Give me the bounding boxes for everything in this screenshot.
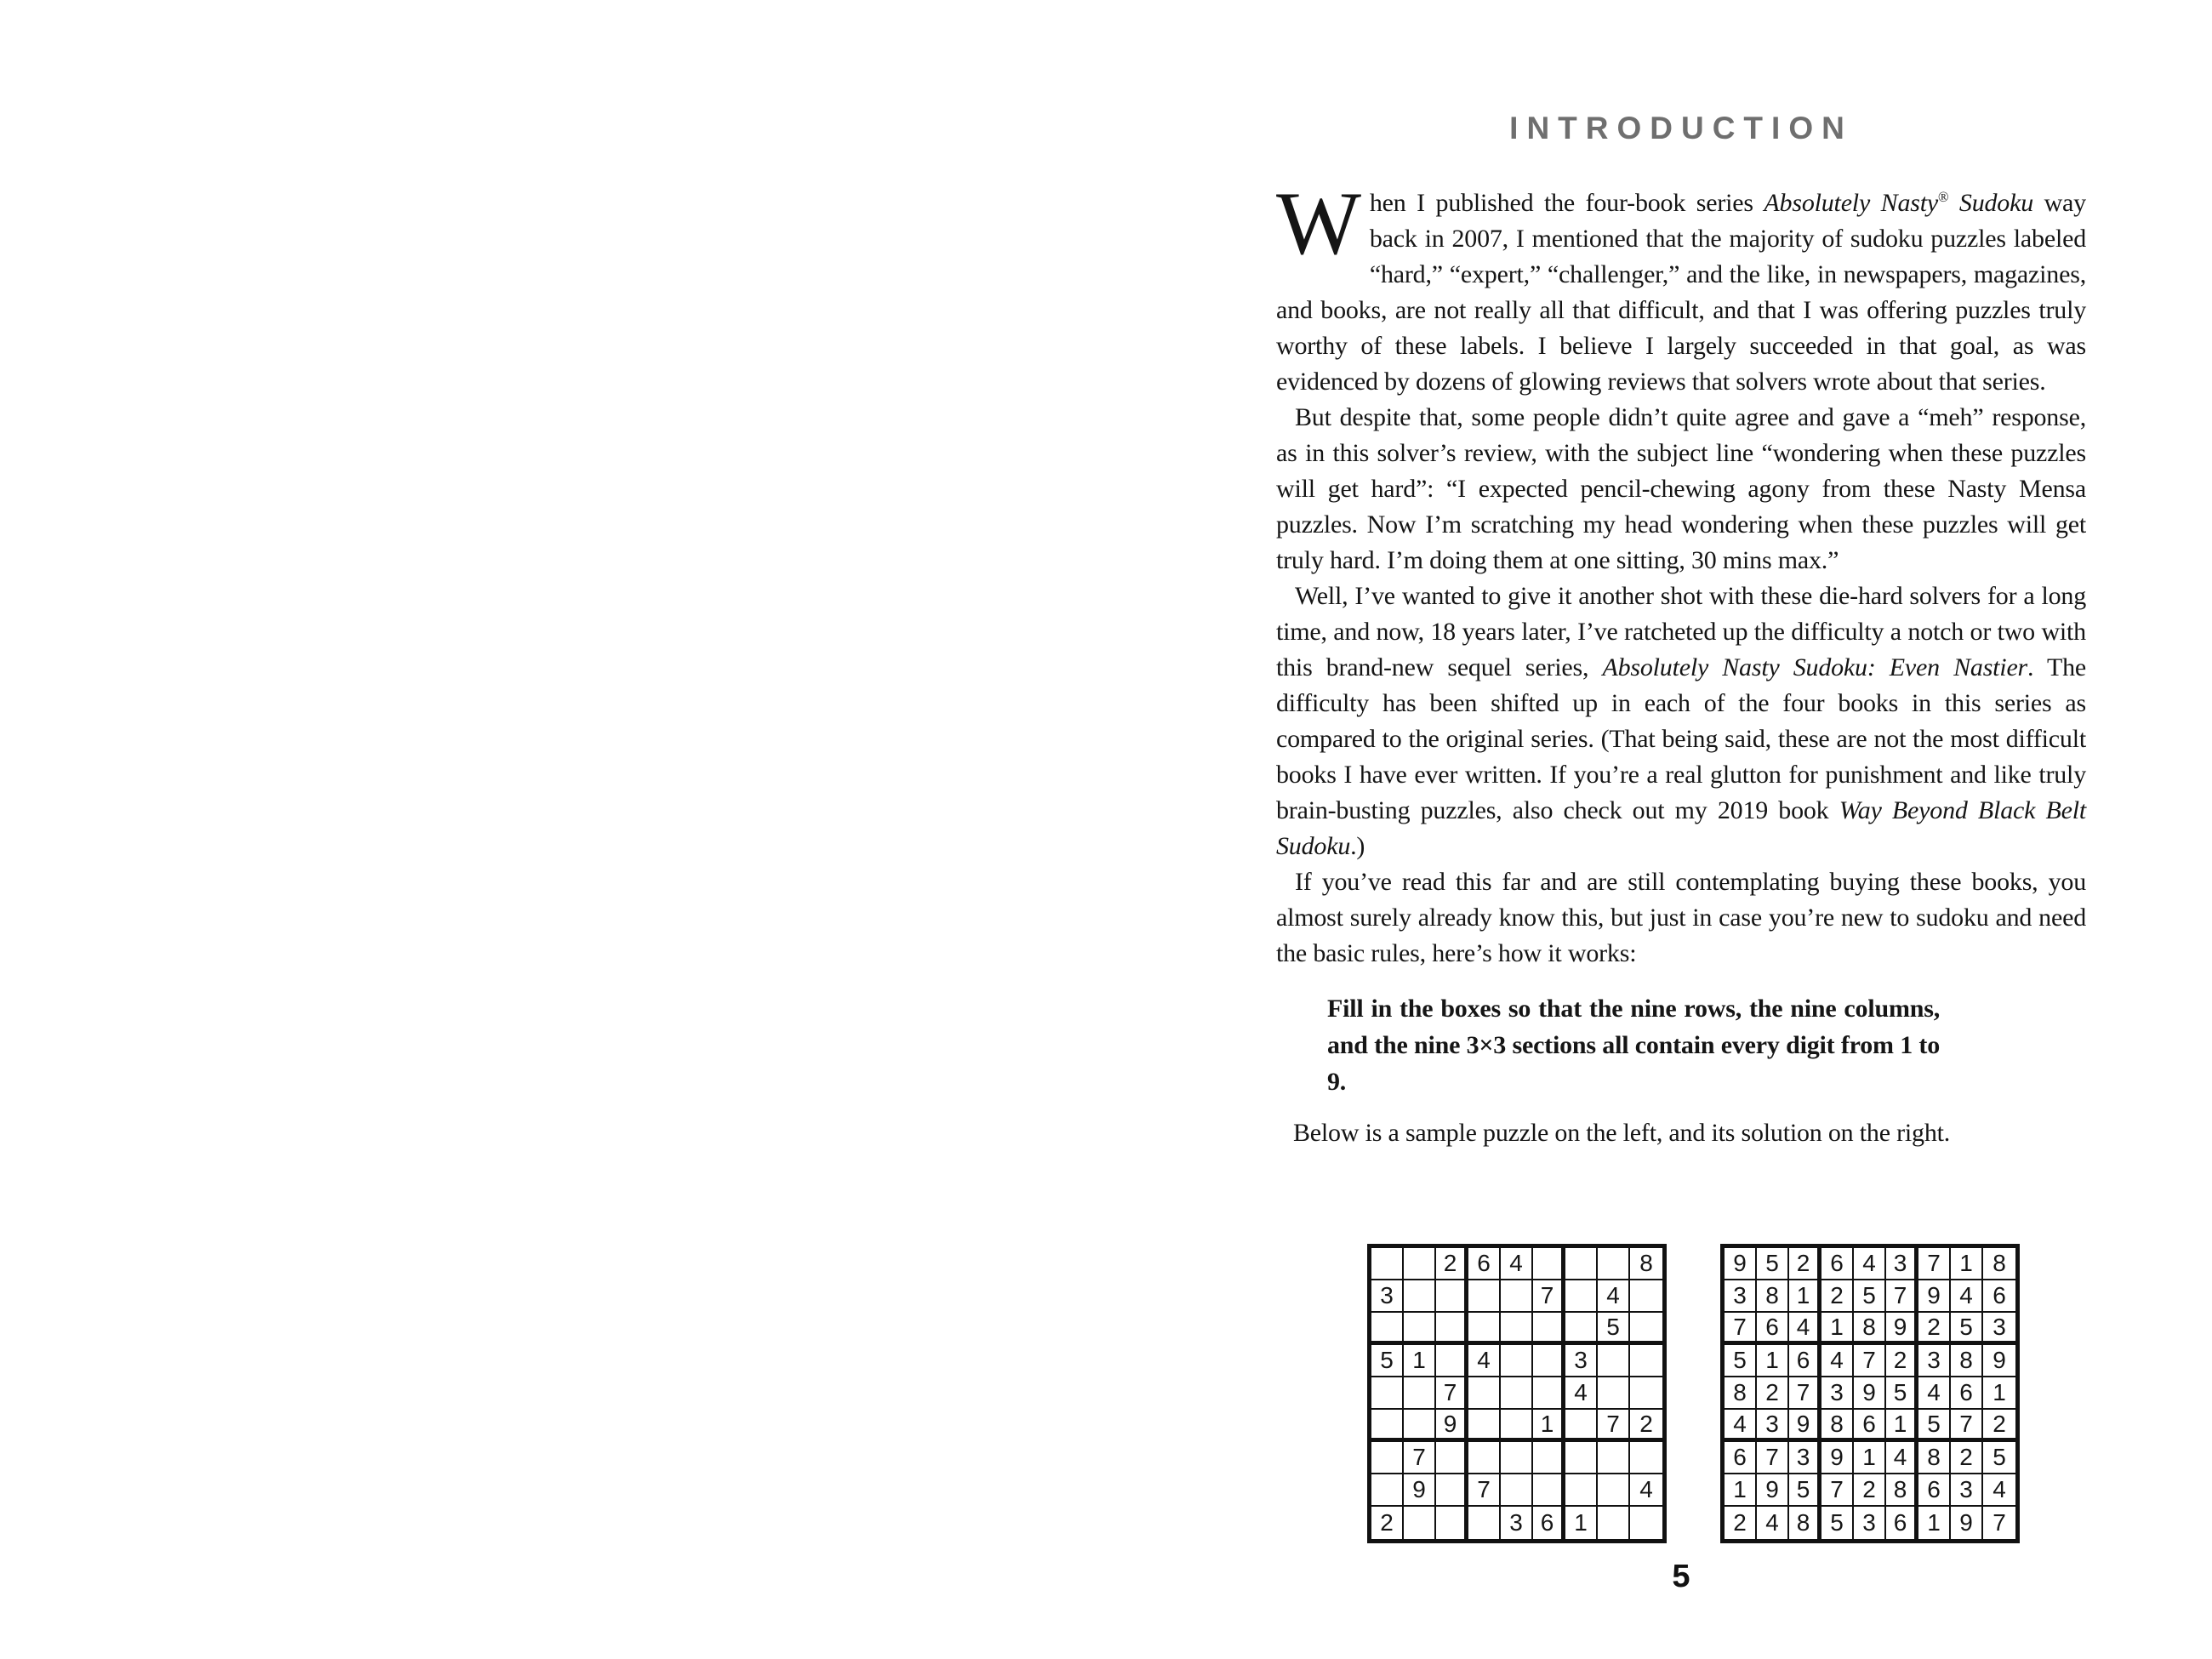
- sudoku-cell: [1371, 1248, 1404, 1280]
- sudoku-cell: 4: [1951, 1280, 1983, 1313]
- sudoku-cell: 1: [1951, 1248, 1983, 1280]
- sudoku-puzzle-grid: [1367, 1244, 1667, 1543]
- sudoku-cell: 4: [1630, 1474, 1662, 1507]
- sudoku-cell: 2: [1983, 1410, 2015, 1442]
- sudoku-cell: [1565, 1410, 1598, 1442]
- sudoku-cell: 2: [1918, 1313, 1951, 1345]
- text-run: But despite that, some people didn’t quite agree and gave a “meh” response, as in this solver’s review, with the subject line “wondering when these puzzles will get hard”: “I expected pencil-chewing agony from these Nasty Mensa puzzles. Now I’m scratching my head wondering when these puzzles will get truly hard. I’m doing them at one sitting, 30 mins max.”: [1276, 403, 2086, 574]
- sudoku-cell: [1565, 1280, 1598, 1313]
- sudoku-cell: 1: [1983, 1377, 2015, 1410]
- sudoku-cell: 2: [1757, 1377, 1789, 1410]
- sudoku-cell: 5: [1371, 1345, 1404, 1377]
- sudoku-cell: 6: [1533, 1507, 1565, 1539]
- sudoku-cell: [1630, 1377, 1662, 1410]
- sudoku-cell: 9: [1436, 1410, 1468, 1442]
- sudoku-cell: 8: [1757, 1280, 1789, 1313]
- sudoku-cell: 4: [1725, 1410, 1757, 1442]
- sudoku-cell: 8: [1821, 1410, 1854, 1442]
- sudoku-cell: [1630, 1313, 1662, 1345]
- sudoku-cell: [1565, 1313, 1598, 1345]
- sudoku-cell: 1: [1757, 1345, 1789, 1377]
- sudoku-cell: [1468, 1507, 1501, 1539]
- sudoku-cell: 4: [1854, 1248, 1886, 1280]
- text-run: Well, I’ve wanted to give it another shot with these die-hard solvers for a long time, and now, 18 years later, I’ve ratcheted up the difficulty a notch or two with this brand-new sequel series,: [1276, 582, 2086, 681]
- sudoku-cell: 7: [1789, 1377, 1821, 1410]
- sudoku-cell: 5: [1757, 1248, 1789, 1280]
- sudoku-cell: [1501, 1474, 1533, 1507]
- sudoku-cell: 5: [1821, 1507, 1854, 1539]
- sudoku-rule-block: Fill in the boxes so that the nine rows, the nine columns, and the nine 3×3 sections all contain every digit from 1 to 9.: [1327, 995, 1940, 1096]
- sudoku-cell: 9: [1821, 1442, 1854, 1474]
- sudoku-cell: 6: [1983, 1280, 2015, 1313]
- book-title: Absolutely Nasty: [1764, 189, 1938, 217]
- sudoku-cell: 6: [1821, 1248, 1854, 1280]
- sudoku-cell: 7: [1951, 1410, 1983, 1442]
- sudoku-cell: [1630, 1280, 1662, 1313]
- sudoku-cell: 9: [1725, 1248, 1757, 1280]
- sudoku-cell: 7: [1533, 1280, 1565, 1313]
- sudoku-cell: 6: [1886, 1507, 1918, 1539]
- sudoku-cell: 4: [1918, 1377, 1951, 1410]
- sudoku-cell: [1501, 1377, 1533, 1410]
- sudoku-cell: 9: [1854, 1377, 1886, 1410]
- sudoku-cell: [1598, 1248, 1630, 1280]
- sudoku-cell: 1: [1565, 1507, 1598, 1539]
- sudoku-cell: [1404, 1313, 1436, 1345]
- sudoku-cell: 2: [1821, 1280, 1854, 1313]
- sudoku-cell: 7: [1436, 1377, 1468, 1410]
- sudoku-cell: [1501, 1345, 1533, 1377]
- intro-paragraph: [1276, 400, 2086, 579]
- page-number: 5: [1672, 1559, 1690, 1594]
- sudoku-cell: 5: [1983, 1442, 2015, 1474]
- sudoku-cell: 1: [1789, 1280, 1821, 1313]
- intro-paragraph: [1276, 864, 2086, 972]
- sudoku-cell: [1404, 1280, 1436, 1313]
- text-run: .): [1350, 832, 1365, 860]
- sudoku-cell: 4: [1789, 1313, 1821, 1345]
- sudoku-cell: [1468, 1280, 1501, 1313]
- sudoku-cell: [1598, 1345, 1630, 1377]
- sudoku-cell: 8: [1886, 1474, 1918, 1507]
- sudoku-cell: 5: [1951, 1313, 1983, 1345]
- sudoku-cell: 4: [1757, 1507, 1789, 1539]
- sudoku-cell: 9: [1886, 1313, 1918, 1345]
- sudoku-cell: 5: [1886, 1377, 1918, 1410]
- sudoku-cell: 8: [1951, 1345, 1983, 1377]
- sudoku-cell: [1533, 1248, 1565, 1280]
- sudoku-cell: 1: [1821, 1313, 1854, 1345]
- sudoku-cell: 5: [1789, 1474, 1821, 1507]
- sudoku-cell: [1533, 1474, 1565, 1507]
- intro-text-column: [1276, 174, 2086, 1151]
- sudoku-cell: [1565, 1474, 1598, 1507]
- sudoku-cell: 9: [1404, 1474, 1436, 1507]
- sudoku-cell: 2: [1630, 1410, 1662, 1442]
- sudoku-cell: 7: [1854, 1345, 1886, 1377]
- sudoku-cell: 1: [1918, 1507, 1951, 1539]
- sudoku-cell: 9: [1983, 1345, 2015, 1377]
- sudoku-cell: 2: [1854, 1474, 1886, 1507]
- sudoku-cell: 2: [1951, 1442, 1983, 1474]
- sudoku-cell: 7: [1918, 1248, 1951, 1280]
- sudoku-cell: [1371, 1410, 1404, 1442]
- registered-mark: ®: [1937, 189, 1949, 205]
- sudoku-cell: 4: [1983, 1474, 2015, 1507]
- sudoku-cell: 4: [1821, 1345, 1854, 1377]
- sudoku-cell: 9: [1951, 1507, 1983, 1539]
- sudoku-cell: 3: [1951, 1474, 1983, 1507]
- sudoku-cell: 1: [1404, 1345, 1436, 1377]
- sudoku-cell: [1468, 1442, 1501, 1474]
- sudoku-cell: 3: [1725, 1280, 1757, 1313]
- text-run: . The difficulty has been shifted up in each of the four books in this series as compared to the original series. (That being said, these are not the most difficult books I have ever written. If you’re a real glutton for punishment and like truly brain-busting puzzles, also check out my 2019 book: [1276, 653, 2086, 824]
- sudoku-cell: [1565, 1248, 1598, 1280]
- sudoku-cell: [1371, 1377, 1404, 1410]
- sudoku-cell: [1533, 1442, 1565, 1474]
- sudoku-cell: [1404, 1410, 1436, 1442]
- sudoku-cell: 1: [1886, 1410, 1918, 1442]
- sudoku-cell: 1: [1533, 1410, 1565, 1442]
- sudoku-cell: 6: [1468, 1248, 1501, 1280]
- grids-caption: Below is a sample puzzle on the left, and its solution on the right.: [1293, 1119, 1951, 1147]
- sudoku-cell: 9: [1918, 1280, 1951, 1313]
- sudoku-cell: 2: [1436, 1248, 1468, 1280]
- sudoku-cell: [1598, 1507, 1630, 1539]
- sudoku-cell: 7: [1993, 1509, 2006, 1536]
- sudoku-cell: [1565, 1442, 1598, 1474]
- sudoku-cell: 8: [1789, 1507, 1821, 1539]
- text-run: [1948, 189, 1959, 217]
- sudoku-cell: 6: [1918, 1474, 1951, 1507]
- sudoku-cell: 5: [1854, 1280, 1886, 1313]
- sudoku-cell: [1501, 1313, 1533, 1345]
- sudoku-cell: 1: [1854, 1442, 1886, 1474]
- sudoku-cell: 9: [1757, 1474, 1789, 1507]
- sudoku-cell: 7: [1821, 1474, 1854, 1507]
- sudoku-cell: 6: [1757, 1313, 1789, 1345]
- sudoku-cell: [1501, 1410, 1533, 1442]
- sudoku-cell: 6: [1951, 1377, 1983, 1410]
- sudoku-cell: 2: [1371, 1507, 1404, 1539]
- sudoku-cell: 8: [1854, 1313, 1886, 1345]
- sudoku-cell: 3: [1983, 1313, 2015, 1345]
- drop-cap: W: [1276, 174, 1361, 273]
- text-run: way back in 2007, I mentioned that the majority of sudoku puzzles labeled “hard,” “expert,” “challenger,” and the like, in newspapers, magazines, and books, are not really all that difficult, and that I was offering puzzles truly worthy of these labels. I believe I largely succeeded in that goal, as was evidenced by dozens of glowing reviews that solvers wrote about that series.: [1276, 189, 2086, 396]
- intro-paragraph: [1276, 174, 2086, 400]
- book-title: Absolutely Nasty Sudoku: Even Nastier: [1602, 653, 2028, 681]
- sudoku-cell: 3: [1565, 1345, 1598, 1377]
- sudoku-cell: [1371, 1442, 1404, 1474]
- sudoku-cell: 7: [1468, 1474, 1501, 1507]
- sudoku-cell: 8: [1630, 1248, 1662, 1280]
- sudoku-cell: [1436, 1313, 1468, 1345]
- sudoku-cell: 7: [1886, 1280, 1918, 1313]
- sudoku-cell: [1371, 1313, 1404, 1345]
- sudoku-cell: [1436, 1442, 1468, 1474]
- sudoku-cell: [1468, 1410, 1501, 1442]
- sudoku-cell: 3: [1918, 1345, 1951, 1377]
- sudoku-cell: 3: [1821, 1377, 1854, 1410]
- sudoku-cell: [1436, 1345, 1468, 1377]
- sudoku-cell: 2: [1886, 1345, 1918, 1377]
- sudoku-cell: [1630, 1507, 1662, 1539]
- sudoku-cell: [1371, 1474, 1404, 1507]
- sudoku-cell: [1533, 1377, 1565, 1410]
- sudoku-cell: [1404, 1377, 1436, 1410]
- sudoku-cell: 3: [1886, 1248, 1918, 1280]
- sudoku-cell: 5: [1598, 1313, 1630, 1345]
- sudoku-cell: [1404, 1507, 1436, 1539]
- sudoku-cell: [1436, 1507, 1468, 1539]
- sudoku-cell: 7: [1404, 1442, 1436, 1474]
- sudoku-cell: 3: [1854, 1507, 1886, 1539]
- sudoku-cell: 3: [1501, 1507, 1533, 1539]
- sudoku-cell: 1: [1725, 1474, 1757, 1507]
- intro-paragraph: [1276, 579, 2086, 864]
- sudoku-cell: 4: [1886, 1442, 1918, 1474]
- text-run: If you’ve read this far and are still contemplating buying these books, you almost surely already know this, but just in case you’re new to sudoku and need the basic rules, here’s how it works:: [1276, 868, 2086, 967]
- sudoku-cell: [1501, 1442, 1533, 1474]
- sudoku-cell: 6: [1789, 1345, 1821, 1377]
- intro-paragraphs: [1276, 174, 2086, 972]
- sudoku-cell: 4: [1598, 1280, 1630, 1313]
- sudoku-cell: [1533, 1345, 1565, 1377]
- sudoku-cell: [1404, 1248, 1436, 1280]
- sudoku-cell: [1598, 1474, 1630, 1507]
- sudoku-cell: 5: [1725, 1345, 1757, 1377]
- sudoku-cell: 3: [1371, 1280, 1404, 1313]
- text-run: hen I published the four-book series: [1369, 189, 1764, 217]
- sudoku-cell: 6: [1725, 1442, 1757, 1474]
- sudoku-solution-grid: [1720, 1244, 2020, 1543]
- sudoku-cell: 8: [1725, 1377, 1757, 1410]
- sudoku-cell: [1598, 1377, 1630, 1410]
- sudoku-cell: 3: [1757, 1410, 1789, 1442]
- sudoku-cell: 8: [1918, 1442, 1951, 1474]
- sudoku-cell: 4: [1501, 1248, 1533, 1280]
- sudoku-cell: [1630, 1345, 1662, 1377]
- sudoku-cell: [1468, 1313, 1501, 1345]
- sudoku-cell: 7: [1598, 1410, 1630, 1442]
- sudoku-cell: 7: [1757, 1442, 1789, 1474]
- sudoku-cell: 2: [1789, 1248, 1821, 1280]
- book-title: Way Beyond Black Belt Sudoku: [1276, 796, 2086, 860]
- book-title: Sudoku: [1958, 189, 2034, 217]
- sudoku-cell: 5: [1918, 1410, 1951, 1442]
- sudoku-cell: 4: [1468, 1345, 1501, 1377]
- sudoku-cell: [1630, 1442, 1662, 1474]
- sudoku-cell: [1533, 1313, 1565, 1345]
- sudoku-cell: 2: [1725, 1507, 1757, 1539]
- sudoku-cell: 6: [1854, 1410, 1886, 1442]
- sudoku-cell: 8: [1983, 1248, 2015, 1280]
- sudoku-cell: 7: [1725, 1313, 1757, 1345]
- sudoku-cell: [1468, 1377, 1501, 1410]
- sudoku-cell: [1436, 1280, 1468, 1313]
- sudoku-cell: [1436, 1474, 1468, 1507]
- sudoku-cell: [1598, 1442, 1630, 1474]
- sudoku-cell: 3: [1789, 1442, 1821, 1474]
- sudoku-cell: [1501, 1280, 1533, 1313]
- sudoku-cell: 4: [1565, 1377, 1598, 1410]
- page-title: INTRODUCTION: [1509, 111, 1853, 145]
- sudoku-cell: 9: [1789, 1410, 1821, 1442]
